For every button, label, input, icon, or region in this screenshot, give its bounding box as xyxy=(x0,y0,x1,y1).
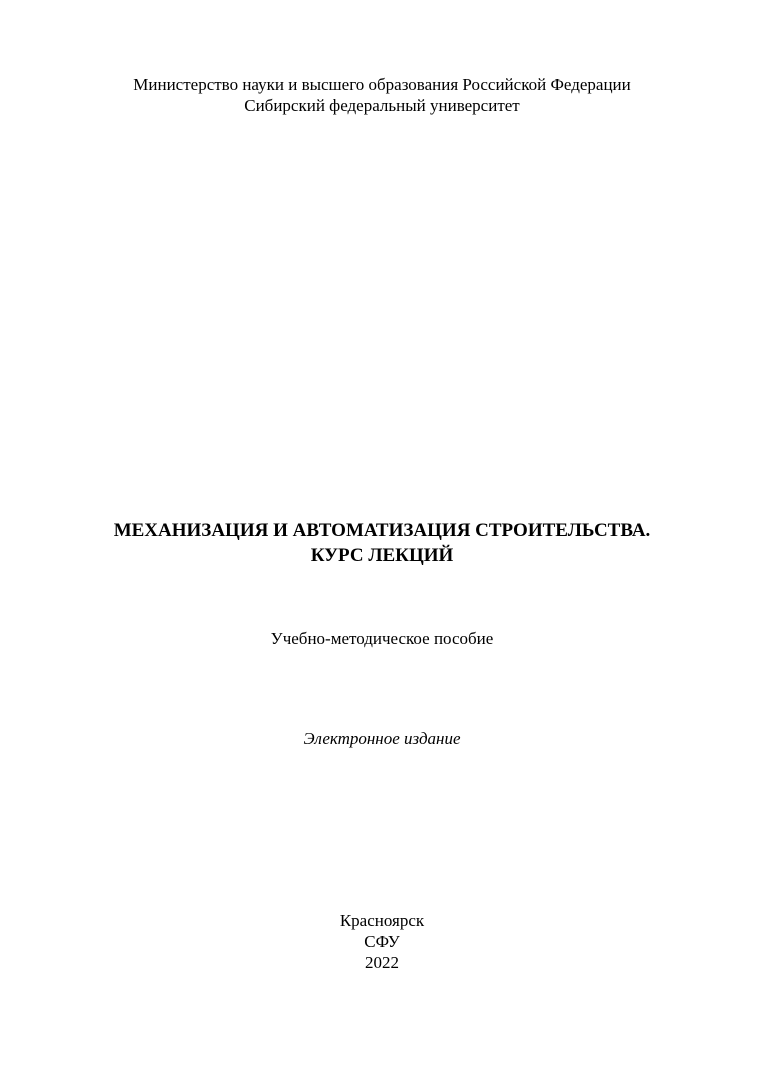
title-line-1: МЕХАНИЗАЦИЯ И АВТОМАТИЗАЦИЯ СТРОИТЕЛЬСТВА. xyxy=(113,520,651,541)
imprint xyxy=(0,910,764,973)
title-line-2: КУРС ЛЕКЦИЙ xyxy=(310,545,454,566)
document-title xyxy=(0,518,764,568)
header xyxy=(0,74,764,116)
university-name: Сибирский федеральный университет xyxy=(244,96,520,115)
edition-note: Электронное издание xyxy=(303,729,461,748)
imprint-publisher: СФУ xyxy=(364,932,400,951)
document-type: Учебно-методическое пособие xyxy=(270,629,494,648)
ministry-name: Министерство науки и высшего образования Российской Федерации xyxy=(133,75,631,94)
imprint-city: Красноярск xyxy=(339,911,425,930)
imprint-year: 2022 xyxy=(365,953,399,972)
